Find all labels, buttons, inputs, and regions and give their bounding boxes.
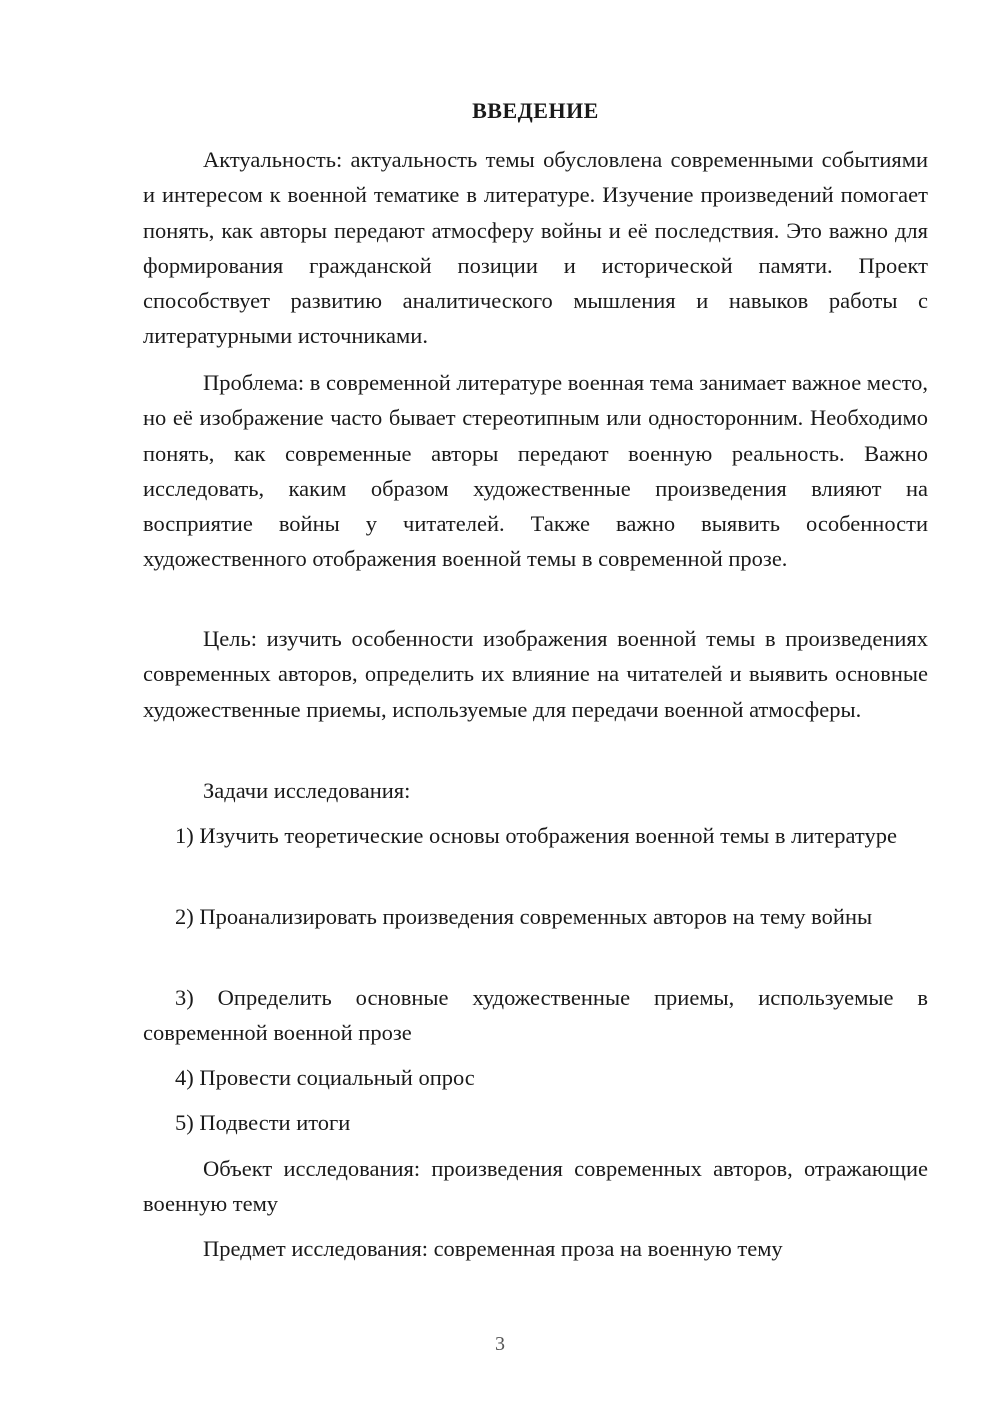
paragraph-object: Объект исследования: произведения современных авторов, отражающие военную тему [143,1156,928,1217]
page-number: 3 [495,1333,505,1355]
task-item-3: 3) Определить основные художественные приемы, используемые в современной военной прозе [143,985,928,1046]
task-item-4: 4) Провести социальный опрос [175,1065,475,1090]
page-title: ВВЕДЕНИЕ [472,98,599,123]
task-item-5: 5) Подвести итоги [175,1110,351,1135]
task-item-1: 1) Изучить теоретические основы отображения военной темы в литературе [175,823,897,848]
tasks-heading: Задачи исследования: [203,778,411,803]
paragraph-relevance: Актуальность: актуальность темы обусловлена современными событиями и интересом к военной тематике в литературе. Изучение произведений помогает понять, как авторы передают атмосферу войны и её последствия. Это важно для формирования гражданской позиции и исторической памяти. Проект способствует развитию аналитического мышления и навыков работы с литературными источниками. [143,147,928,349]
paragraph-subject: Предмет исследования: современная проза на военную тему [203,1236,783,1261]
paragraph-problem: Проблема: в современной литературе военная тема занимает важное место, но её изображение часто бывает стереотипным или односторонним. Необходимо понять, как современные авторы передают военную реальность. Важно исследовать, каким образом художественные произведения влияют на восприятие войны у читателей. Также важно выявить особенности художественного отображения военной темы в современной прозе. [143,370,928,572]
paragraph-goal: Цель: изучить особенности изображения военной темы в произведениях современных авторов, определить их влияние на читателей и выявить основные художественные приемы, используемые для передачи военной атмосферы. [143,626,928,722]
task-item-2: 2) Проанализировать произведения современных авторов на тему войны [175,904,873,929]
